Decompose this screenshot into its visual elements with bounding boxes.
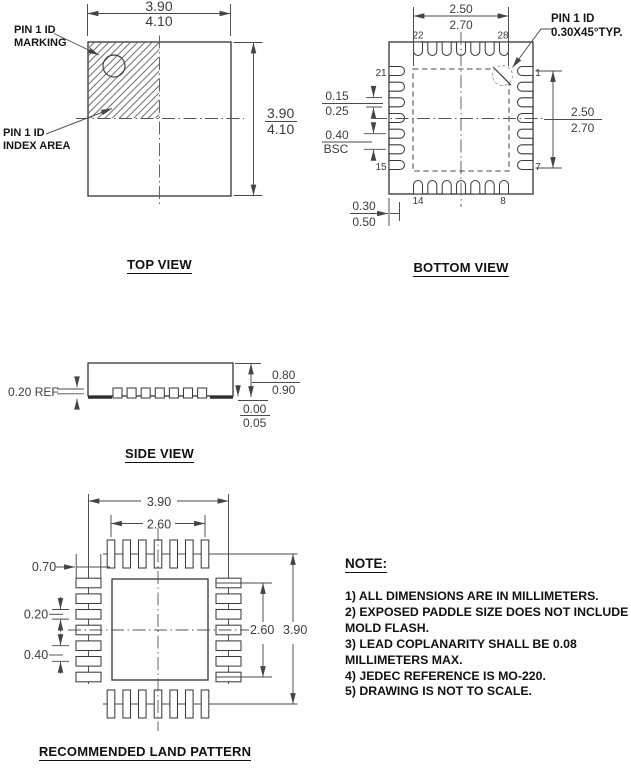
note-item-4: 4) JEDEC REFERENCE IS MO-220. — [345, 668, 546, 683]
notes-list — [345, 589, 631, 700]
notes-heading: NOTE: — [345, 556, 387, 571]
pin1-index-hatch-area — [89, 43, 160, 119]
epad-width-max: 2.70 — [449, 18, 473, 32]
pin1-marking-label-line2: MARKING — [14, 37, 67, 49]
epad-width-min: 2.50 — [449, 2, 473, 16]
top-height-max: 4.10 — [267, 121, 295, 137]
land-pattern-drawing — [24, 494, 308, 731]
side-view-title: SIDE VIEW — [125, 446, 194, 461]
pin-label-14: 14 — [412, 196, 424, 207]
epad-land — [112, 579, 208, 680]
bottom-view-title: BOTTOM VIEW — [413, 260, 509, 275]
height-max: 0.90 — [272, 383, 296, 397]
top-height-nominal: 3.90 — [267, 105, 295, 121]
epad-height-max: 2.70 — [571, 121, 595, 135]
standoff-max: 0.05 — [243, 416, 267, 430]
top-width-nominal: 3.90 — [145, 0, 173, 14]
lead-length-max: 0.50 — [352, 215, 376, 229]
side-view-leads — [113, 388, 207, 398]
pin-label-1: 1 — [535, 68, 541, 79]
top-width-max: 4.10 — [145, 13, 173, 29]
pitch-qualifier: BSC — [323, 142, 349, 156]
pin-label-8: 8 — [500, 196, 506, 207]
land-outer-height: 3.90 — [283, 623, 308, 637]
pin1-marking-label — [14, 24, 67, 50]
note-item-5: 5) DRAWING IS NOT TO SCALE. — [345, 684, 532, 699]
land-pattern-title: RECOMMENDED LAND PATTERN — [38, 744, 252, 759]
pin1-id-label-line2: 0.30X45°TYP. — [551, 27, 623, 39]
note-item-2: 2) EXPOSED PADDLE SIZE DOES NOT INCLUDE MOLD FLASH. — [345, 604, 629, 635]
lead-thickness-label: 0.20 REF — [8, 385, 59, 399]
top-view-title: TOP VIEW — [127, 257, 192, 272]
lead-width-min: 0.15 — [325, 89, 349, 103]
land-outer-width: 3.90 — [146, 495, 172, 509]
lead-length-min: 0.30 — [352, 199, 376, 213]
pin1-id-label-line1: PIN 1 ID — [551, 13, 595, 25]
pin1-id-label — [551, 12, 623, 40]
pin1-index-label-line2: INDEX AREA — [3, 140, 71, 152]
lead-width-max: 0.25 — [325, 104, 349, 118]
pin1-index-label — [3, 127, 70, 153]
note-item-3: 3) LEAD COPLANARITY SHALL BE 0.08 MILLIMETERS MAX. — [345, 636, 577, 667]
height-min: 0.80 — [272, 368, 296, 382]
pin-label-7: 7 — [535, 162, 541, 173]
land-pitch: 0.40 — [23, 648, 49, 662]
side-view-drawing — [8, 363, 300, 430]
land-inner-width: 2.60 — [146, 517, 172, 532]
standoff-min: 0.00 — [243, 402, 267, 416]
epad-height-min: 2.50 — [571, 105, 595, 119]
note-item-1: 1) ALL DIMENSIONS ARE IN MILLIMETERS. — [345, 589, 599, 603]
land-pad-length: 0.70 — [31, 560, 57, 574]
pin1-marking-label-line1: PIN 1 ID — [14, 24, 56, 36]
land-inner-height: 2.60 — [250, 623, 275, 637]
pin-label-22: 22 — [412, 30, 424, 42]
pin-label-28: 28 — [497, 30, 509, 42]
pin-label-21: 21 — [375, 68, 387, 79]
pin1-index-label-line1: PIN 1 ID — [3, 127, 45, 139]
land-pad-width: 0.20 — [23, 607, 49, 622]
pitch-value: 0.40 — [325, 128, 349, 142]
pin-label-15: 15 — [375, 162, 387, 173]
top-view-drawing — [46, 0, 297, 206]
notes-section — [345, 556, 631, 700]
